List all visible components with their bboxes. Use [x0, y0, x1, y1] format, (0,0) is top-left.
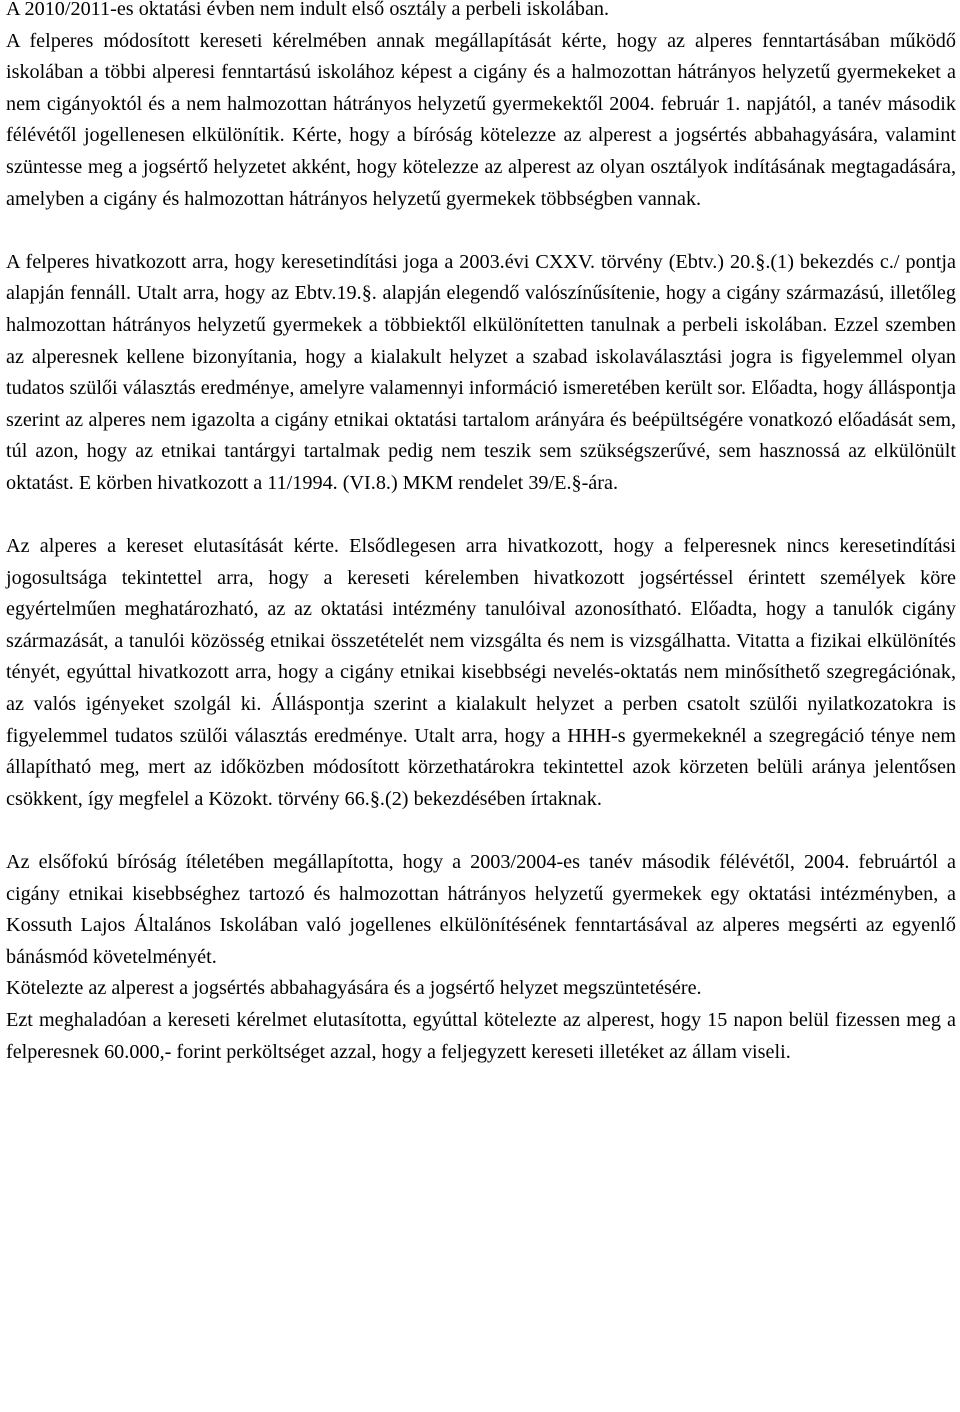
paragraph-obligation: Kötelezte az alperest a jogsértés abbahagyására és a jogsértő helyzet megszüntetésére.	[6, 977, 702, 1000]
paragraph-plaintiff-claim: A felperes módosított kereseti kérelmében annak megállapítását kérte, hogy az alperes fenntartásában működő iskolában a többi alperesi fenntartású iskolához képest a cigány és a halmozottan hátrányos helyzetű gyermekeket a nem cigányoktól és a nem halmozottan hátrányos helyzetű gyermekektől 2004. február 1. napjától, a tanév második félévétől jogellenesen elkülönítik. Kérte, hogy a bíróság kötelezze az alperest a jogsértés abbahagyására, valamint szüntesse meg a jogsértő helyzetet akként, hogy kötelezze az alperest az olyan osztályok indításának megtagadására, amelyben a cigány és halmozottan hátrányos helyzetű gyermekek többségben vannak.	[6, 29, 956, 210]
paragraph-gap	[6, 500, 956, 532]
paragraph-gap	[6, 215, 956, 247]
document-page	[6, 0, 956, 1068]
paragraph-costs: Ezt meghaladóan a kereseti kérelmet elutasította, egyúttal kötelezte az alperest, hogy 15 napon belül fizessen meg a felperesnek 60.000,- forint perköltséget azzal, hogy a feljegyzett kereseti illetéket az állam viseli.	[6, 1009, 956, 1063]
paragraph-first-instance-ruling: Az elsőfokú bíróság ítéletében megállapította, hogy a 2003/2004-es tanév második félévétől, 2004. februártól a cigány etnikai kisebbséghez tartozó és halmozottan hátrányos helyzetű gyermekek egy oktatási intézményben, a Kossuth Lajos Általános Iskolában való jogellenes elkülönítésének fenntartásával az alperes megsérti az egyenlő bánásmód követelményét.	[6, 851, 956, 968]
paragraph-gap	[6, 815, 956, 847]
paragraph-plaintiff-reference: A felperes hivatkozott arra, hogy keresetindítási joga a 2003.évi CXXV. törvény (Ebtv.) 20.§.(1) bekezdés c./ pontja alapján fennáll. Utalt arra, hogy az Ebtv.19.§. alapján elegendő valószínűsítenie, hogy a cigány származású, illetőleg halmozottan hátrányos helyzetű gyermekek a többiektől elkülönítetten tanulnak a perbeli iskolában. Ezzel szemben az alperesnek kellene bizonyítania, hogy a kialakult helyzet a szabad iskolaválasztási jogra is figyelemmel olyan tudatos szülői választás eredménye, amelyre valamennyi információ ismeretében került sor. Előadta, hogy álláspontja szerint az alperes nem igazolta a cigány etnikai oktatási tartalom arányára és beépültségére vonatkozó előadását sem, túl azon, hogy az etnikai tantárgyi tartalmak pedig nem teszik sem szükségszerűvé, sem hasznossá az elkülönült oktatást. E körben hivatkozott a 11/1994. (VI.8.) MKM rendelet 39/E.§-ára.	[6, 250, 956, 494]
paragraph-defendant-response: Az alperes a kereset elutasítását kérte. Elsődlegesen arra hivatkozott, hogy a felperesnek nincs keresetindítási jogosultsága tekintettel arra, hogy a kereseti kérelemben hivatkozott jogsértéssel érintett személyek köre egyértelműen meghatározható, az az oktatási intézmény tanulóival azonosítható. Előadta, hogy a tanulók cigány származását, a tanulói közösség etnikai összetételét nem vizsgálta és nem is vizsgálhatta. Vitatta a fizikai elkülönítés tényét, egyúttal hivatkozott arra, hogy a cigány etnikai kisebbségi nevelés-oktatás nem minősíthető szegregációnak, az valós igényeket szolgál ki. Álláspontja szerint a kialakult helyzet a perben csatolt szülői nyilatkozatokra is figyelemmel tudatos szülői választás eredménye. Utalt arra, hogy a HHH-s gyermekeknél a szegregáció ténye nem állapítható meg, mert az időközben módosított körzethatárokra tekintettel azok körzeten belüli aránya jelentősen csökkent, így megfelel a Közokt. törvény 66.§.(2) bekezdésében írtaknak.	[6, 535, 956, 810]
paragraph-first-grade: A 2010/2011-es oktatási évben nem indult első osztály a perbeli iskolában.	[6, 0, 610, 20]
